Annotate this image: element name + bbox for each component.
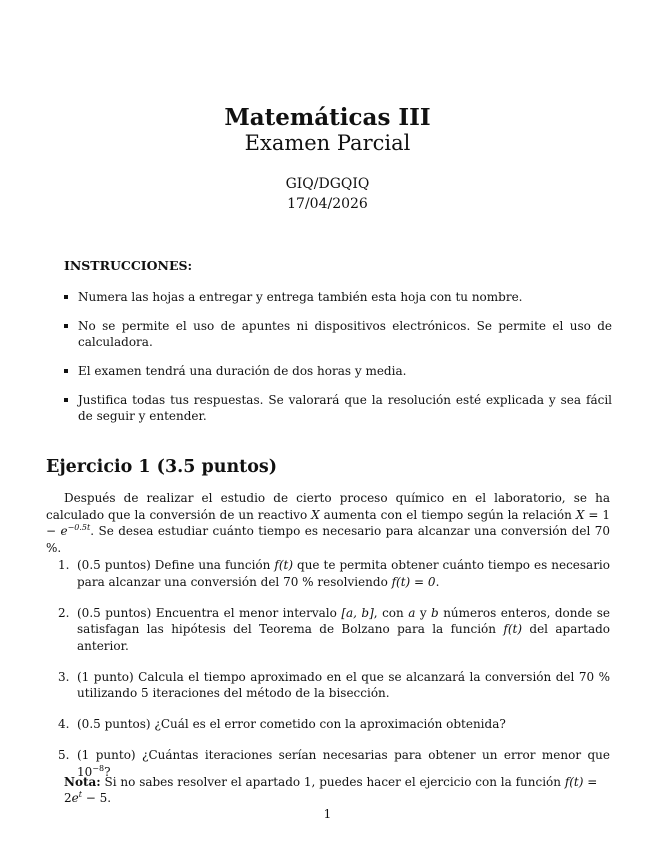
math-variable: X xyxy=(575,507,585,522)
math-operator: = 1 − xyxy=(46,507,610,538)
exercise-note xyxy=(64,774,610,806)
instruction-text: El examen tendrá una duración de dos horas y media. xyxy=(78,364,407,378)
instruction-item xyxy=(64,289,612,305)
math-exponent: −8 xyxy=(92,763,105,773)
exercise-part xyxy=(58,669,610,702)
part-text: (1 punto) Calcula el tiempo aproximado en el que se alcanzará la conversión del 70 % utilizando 5 iteraciones del método de la bisección. xyxy=(77,669,610,700)
intro-text: . Se desea estudiar cuánto tiempo es necesario para alcanzar una conversión del 70 %. xyxy=(46,524,610,555)
math-expression: f(t) xyxy=(503,622,523,636)
math-variable: e xyxy=(71,791,79,805)
math-expression: f(t) = 0 xyxy=(391,574,436,589)
degree-code: GIQ/DGQIQ xyxy=(285,176,370,192)
bullet-icon xyxy=(64,324,68,328)
note-text: Si no sabes resolver el apartado 1, puedes hacer el ejercicio con la función xyxy=(100,775,565,789)
exercise-part xyxy=(58,716,610,733)
part-text: (0.5 puntos) Encuentra el menor intervalo xyxy=(77,605,342,620)
math-expression: b xyxy=(431,605,439,620)
exercise-part xyxy=(58,557,610,590)
intro-text: aumenta con el tiempo según la relación xyxy=(319,507,576,522)
math-expression: [a, b] xyxy=(341,605,374,620)
bullet-icon xyxy=(64,369,68,373)
math-exponent: t xyxy=(78,790,82,799)
part-text: (0.5 puntos) ¿Cuál es el error cometido con la aproximación obtenida? xyxy=(77,717,506,731)
part-text: ? xyxy=(104,764,111,779)
exam-date: 17/04/2026 xyxy=(287,196,368,212)
instruction-text: No se permite el uso de apuntes ni dispositivos electrónicos. Se permite el uso de calculadora. xyxy=(78,319,612,349)
exam-subtitle: Examen Parcial xyxy=(244,131,411,155)
note-text: − 5. xyxy=(81,791,112,805)
math-variable: X xyxy=(311,507,320,522)
note-label: Nota: xyxy=(64,775,101,789)
bullet-icon xyxy=(64,295,68,299)
part-text: del apartado anterior. xyxy=(77,622,610,653)
page-number: 1 xyxy=(323,807,332,821)
instruction-item xyxy=(64,363,612,379)
math-expression: f(t) xyxy=(564,775,584,789)
math-expression: f(t) xyxy=(274,558,294,572)
exercise-title: Ejercicio 1 (3.5 puntos) xyxy=(46,457,278,477)
exercise-part xyxy=(58,605,610,655)
instruction-item xyxy=(64,392,612,424)
instruction-text: Numera las hojas a entregar y entrega también esta hoja con tu nombre. xyxy=(78,290,523,304)
part-text: números enteros, donde se satisfagan las hipótesis del Teorema de Bolzano para la función xyxy=(77,605,610,636)
instruction-text: Justifica todas tus respuestas. Se valorará que la resolución esté explicada y sea fácil de seguir y entender. xyxy=(78,393,612,423)
part-text: , con xyxy=(373,605,409,620)
exercise-intro xyxy=(46,490,610,556)
part-text: (1 punto) ¿Cuántas iteraciones serían necesarias para obtener un error menor que 10 xyxy=(77,748,610,779)
math-variable: e xyxy=(60,524,68,538)
part-number: 4. xyxy=(58,717,70,731)
part-number: 3. xyxy=(58,669,70,684)
note-text: = 2 xyxy=(64,775,598,805)
instructions-heading: INSTRUCCIONES: xyxy=(64,258,193,273)
math-expression: a xyxy=(408,605,416,620)
part-text: . xyxy=(435,574,440,589)
intro-text: Después de realizar el estudio de cierto proceso químico en el laboratorio, se ha calculado que la conversión de un reactivo xyxy=(46,491,610,522)
instruction-item xyxy=(64,318,612,350)
part-text: y xyxy=(415,605,432,620)
part-number: 5. xyxy=(58,748,70,762)
math-exponent: −0.5t xyxy=(67,523,91,532)
part-number: 2. xyxy=(58,605,70,620)
part-text: que te permita obtener cuánto tiempo es necesario para alcanzar una conversión del 70 % resolviendo xyxy=(77,558,610,589)
part-text: (0.5 puntos) Define una función xyxy=(77,558,275,572)
exercise-parts-list xyxy=(58,557,610,795)
instructions-list xyxy=(64,289,612,437)
bullet-icon xyxy=(64,398,68,402)
part-number: 1. xyxy=(58,558,70,572)
exam-title: Matemáticas III xyxy=(224,104,431,131)
